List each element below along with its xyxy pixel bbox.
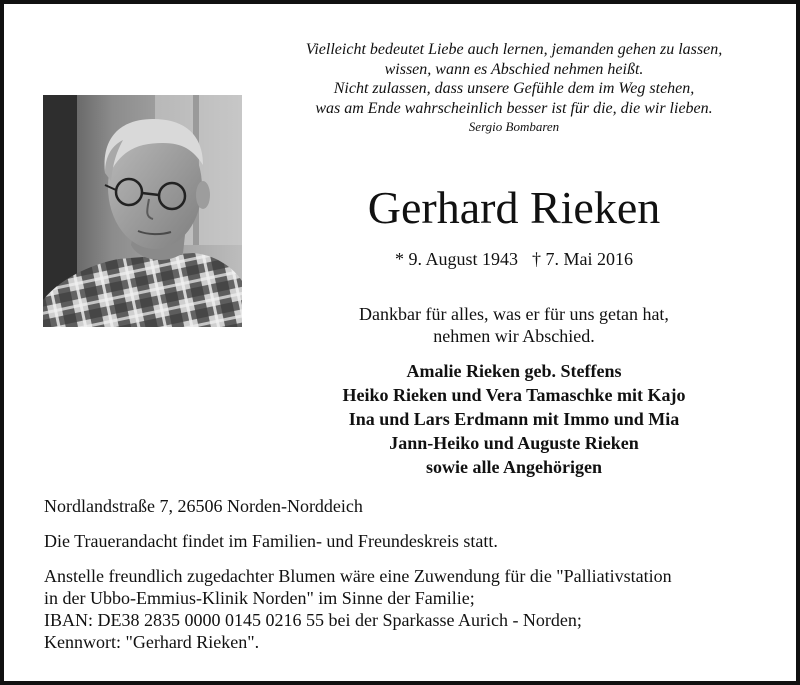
quote-line: was am Ende wahrscheinlich besser ist für die, die wir lieben. [315,99,713,117]
quote-line: wissen, wann es Abschied nehmen heißt. [384,60,644,78]
details-section [44,495,784,653]
donation-line: in der Ubbo-Emmius-Klinik Norden" im Sinne der Familie; [44,588,475,608]
deceased-name: Gerhard Rieken [367,182,661,233]
quote-line: Nicht zulassen, dass unsere Gefühle dem im Weg stehen, [333,80,695,97]
birth-date: * 9. August 1943 [394,249,518,269]
thanks-line: nehmen wir Abschied. [433,326,595,346]
address: Nordlandstraße 7, 26506 Norden-Norddeich [44,496,363,516]
ceremony-note: Die Trauerandacht findet im Familien- und Freundeskreis statt. [44,531,498,551]
thanks-line: Dankbar für alles, was er für uns getan hat, [359,304,669,324]
mourner-name: Jann-Heiko und Auguste Rieken [389,433,639,453]
donation-line: IBAN: DE38 2835 0000 0145 0216 55 bei der Sparkasse Aurich - Norden; [44,610,582,630]
death-date: † 7. Mai 2016 [532,249,633,269]
thanks-text [304,303,724,347]
donation-line: Kennwort: "Gerhard Rieken". [44,632,260,652]
mourners-list [294,359,734,479]
donation-info [44,565,784,653]
mourner-name: sowie alle Angehörigen [426,457,602,477]
quote-author: Sergio Bombaren [468,119,560,134]
mourner-name: Ina und Lars Erdmann mit Immo und Mia [348,409,680,429]
life-dates [304,247,724,271]
mourner-name: Heiko Rieken und Vera Tamaschke mit Kajo [342,385,686,405]
donation-line: Anstelle freundlich zugedachter Blumen wäre eine Zuwendung für die "Palliativstation [44,566,672,586]
poem-quote [254,40,774,136]
quote-line: Vielleicht bedeutet Liebe auch lernen, jemanden gehen zu lassen, [305,41,723,58]
portrait-photo [43,95,242,327]
mourner-name: Amalie Rieken geb. Steffens [406,361,622,381]
